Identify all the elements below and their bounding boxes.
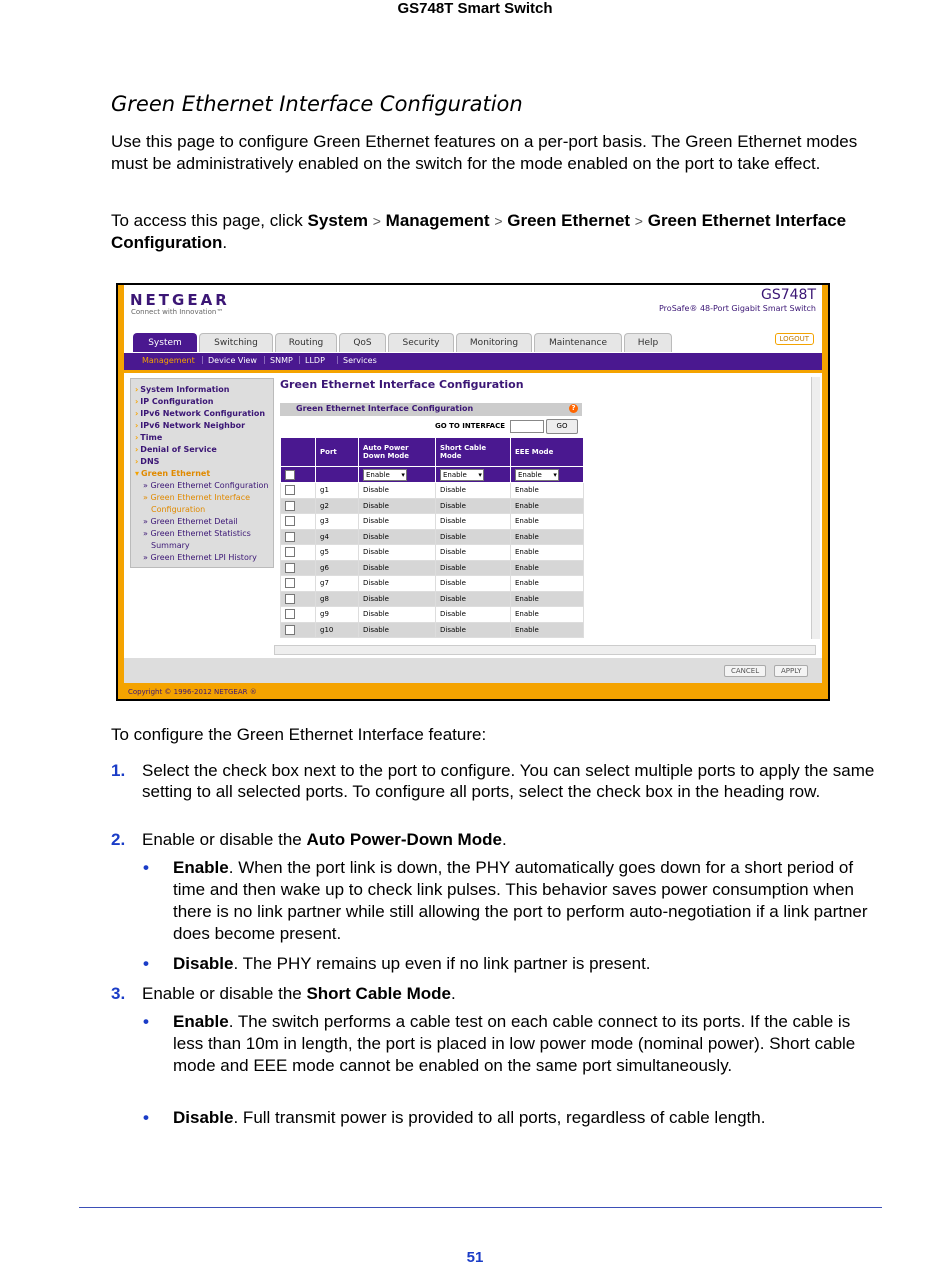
step-2: 2. Enable or disable the Auto Power-Down Mode. [111, 830, 507, 849]
step-3: 3. Enable or disable the Short Cable Mode. [111, 984, 456, 1003]
table-row[interactable] [281, 591, 584, 607]
leftnav-ip-configuration[interactable]: › IP Configuration [135, 397, 214, 406]
auto-power-down-cell: Disable [359, 622, 436, 638]
term-auto-power-down: Auto Power-Down Mode [306, 830, 502, 849]
short-cable-cell: Disable [436, 529, 511, 545]
apply-button[interactable]: APPLY [774, 665, 808, 677]
subnav-device-view[interactable]: Device View [208, 356, 257, 365]
auto-power-down-cell: Disable [359, 514, 436, 530]
arrow-icon: › [135, 409, 139, 418]
port-cell: g2 [316, 498, 359, 514]
path-management: Management [385, 211, 490, 230]
bulk-short-cable-select[interactable]: Enable ▾ [440, 469, 484, 481]
col-auto-power-down: Auto Power Down Mode [359, 438, 436, 467]
row-checkbox[interactable] [285, 485, 295, 495]
eee-mode-cell: Enable [511, 529, 584, 545]
auto-power-down-cell: Disable [359, 576, 436, 592]
leftnav-green-ethernet[interactable]: ▾ Green Ethernet [135, 469, 211, 478]
table-row[interactable] [281, 514, 584, 530]
procedure-intro: To configure the Green Ethernet Interface feature: [111, 725, 487, 744]
table-row[interactable] [281, 545, 584, 561]
eee-mode-cell: Enable [511, 483, 584, 499]
arrow-icon: › [135, 421, 139, 430]
bullet-icon: • [143, 954, 149, 973]
port-cell: g8 [316, 591, 359, 607]
step-number: 3. [111, 984, 126, 1003]
row-checkbox[interactable] [285, 594, 295, 604]
leftnav-denial-of-service[interactable]: › Denial of Service [135, 445, 217, 454]
leftnav-green-ethernet-statistics[interactable]: » Green Ethernet Statistics [143, 529, 251, 538]
row-checkbox[interactable] [285, 532, 295, 542]
leftnav-ipv6-network-neighbor[interactable]: › IPv6 Network Neighbor [135, 421, 246, 430]
subnav-snmp[interactable]: SNMP [270, 356, 293, 365]
row-checkbox[interactable] [285, 516, 295, 526]
action-bar [124, 658, 822, 683]
table-row[interactable] [281, 607, 584, 623]
leftnav-lpi-history[interactable]: » Green Ethernet LPI History [143, 553, 257, 562]
tab-system[interactable]: System [133, 333, 197, 352]
port-cell: g3 [316, 514, 359, 530]
leftnav-dns[interactable]: › DNS [135, 457, 160, 466]
row-checkbox[interactable] [285, 578, 295, 588]
col-select [281, 438, 316, 467]
sub-navigation [124, 353, 822, 370]
arrow-down-icon: ▾ [135, 469, 140, 478]
model-subtitle: ProSafe® 48-Port Gigabit Smart Switch [659, 304, 816, 313]
tab-security[interactable]: Security [388, 333, 454, 352]
help-icon[interactable]: ? [569, 404, 578, 413]
vertical-scrollbar[interactable] [811, 377, 820, 639]
short-cable-cell: Disable [436, 622, 511, 638]
leftnav-statistics-summary-cont[interactable]: Summary [151, 541, 190, 550]
arrow-icon: › [135, 445, 139, 454]
panel-header [280, 403, 582, 416]
eee-mode-cell: Enable [511, 576, 584, 592]
port-cell: g7 [316, 576, 359, 592]
step-number: 1. [111, 761, 126, 780]
copyright: Copyright © 1996-2012 NETGEAR ® [128, 688, 257, 696]
short-cable-cell: Disable [436, 607, 511, 623]
short-cable-cell: Disable [436, 576, 511, 592]
short-cable-cell: Disable [436, 514, 511, 530]
arrow-icon: › [135, 433, 139, 442]
col-short-cable: Short Cable Mode [436, 438, 511, 467]
path-sep: > [634, 213, 643, 229]
auto-power-down-cell: Disable [359, 545, 436, 561]
row-checkbox[interactable] [285, 501, 295, 511]
left-navigation [130, 378, 274, 568]
row-checkbox[interactable] [285, 563, 295, 573]
arrow-icon: › [135, 397, 139, 406]
bulk-edit-row [281, 467, 584, 483]
subnav-divider: | [263, 355, 266, 364]
port-cell: g1 [316, 483, 359, 499]
step-2-bullet-disable: • Disable. The PHY remains up even if no link partner is present. [143, 954, 651, 973]
eee-mode-cell: Enable [511, 622, 584, 638]
step-text: Select the check box next to the port to configure. You can select multiple ports to apply the same setting to all selected ports. To configure all ports, select the check box in the heading row. [142, 761, 875, 801]
subnav-divider: | [336, 355, 339, 364]
leftnav-interface-configuration-cont[interactable]: Configuration [151, 505, 206, 514]
bullet-icon: • [143, 1012, 149, 1031]
table-row[interactable] [281, 498, 584, 514]
port-cell: g5 [316, 545, 359, 561]
page-title: Green Ethernet Interface Configuration [280, 378, 524, 391]
model-name: GS748T [760, 287, 816, 303]
short-cable-cell: Disable [436, 545, 511, 561]
leftnav-system-information[interactable]: › System Information [135, 385, 230, 394]
table-row[interactable] [281, 560, 584, 576]
short-cable-cell: Disable [436, 498, 511, 514]
footer-rule [79, 1207, 882, 1208]
select-all-checkbox[interactable] [285, 470, 295, 480]
arrow-icon: › [135, 385, 139, 394]
leftnav-green-ethernet-detail[interactable]: » Green Ethernet Detail [143, 517, 238, 526]
term-short-cable-mode: Short Cable Mode [306, 984, 451, 1003]
step-3-bullet-enable: • Enable. The switch performs a cable test on each cable connect to its ports. If the cable is less than 10m in length, the port is placed in low power mode (nominal power). Short cable mode and EEE mode cannot be enabled on the same port simultaneously. [143, 1012, 856, 1075]
leftnav-time[interactable]: › Time [135, 433, 163, 442]
app-header [124, 285, 822, 333]
subnav-divider: | [201, 355, 204, 364]
tagline: Connect with Innovation™ [131, 308, 224, 316]
table-row[interactable] [281, 483, 584, 499]
col-port: Port [316, 438, 359, 467]
port-cell: g4 [316, 529, 359, 545]
auto-power-down-cell: Disable [359, 560, 436, 576]
auto-power-down-cell: Disable [359, 483, 436, 499]
tab-maintenance[interactable]: Maintenance [534, 333, 622, 352]
access-path-paragraph [111, 210, 881, 254]
ui-screenshot [116, 283, 830, 701]
subnav-divider: | [298, 355, 301, 364]
path-interface-config: Green Ethernet Interface Configuration [111, 211, 847, 252]
section-title: Green Ethernet Interface Configuration [111, 92, 523, 116]
auto-power-down-cell: Disable [359, 591, 436, 607]
eee-mode-cell: Enable [511, 591, 584, 607]
logout-button[interactable]: LOGOUT [775, 333, 815, 345]
content-area [124, 373, 822, 658]
auto-power-down-cell: Disable [359, 529, 436, 545]
page-number: 51 [466, 1249, 484, 1266]
bulk-auto-power-down-select[interactable]: Enable ▾ [363, 469, 407, 481]
access-suffix: . [222, 233, 228, 252]
goto-interface-label: GO TO INTERFACE [435, 422, 506, 430]
ports-table [280, 437, 584, 638]
cancel-button[interactable]: CANCEL [724, 665, 766, 677]
running-header: GS748T Smart Switch [397, 0, 553, 17]
leftnav-ipv6-network-configuration[interactable]: › IPv6 Network Configuration [135, 409, 266, 418]
go-button[interactable]: GO [546, 419, 578, 434]
main-tabs [124, 333, 822, 353]
bullet-icon: • [143, 858, 149, 877]
port-cell: g6 [316, 560, 359, 576]
leftnav-green-ethernet-interface[interactable]: » Green Ethernet Interface [143, 493, 251, 502]
col-eee-mode: EEE Mode [511, 438, 584, 467]
eee-mode-cell: Enable [511, 545, 584, 561]
horizontal-scrollbar[interactable] [274, 645, 816, 655]
tab-switching[interactable]: Switching [199, 333, 273, 352]
path-sep: > [494, 213, 503, 229]
table-row[interactable] [281, 529, 584, 545]
subnav-lldp[interactable]: LLDP [305, 356, 325, 365]
row-checkbox[interactable] [285, 547, 295, 557]
table-row[interactable] [281, 622, 584, 638]
tab-monitoring[interactable]: Monitoring [456, 333, 532, 352]
step-1 [111, 760, 881, 802]
short-cable-cell: Disable [436, 591, 511, 607]
row-checkbox[interactable] [285, 625, 295, 635]
short-cable-cell: Disable [436, 483, 511, 499]
auto-power-down-cell: Disable [359, 607, 436, 623]
panel-title: Green Ethernet Interface Configuration [296, 404, 474, 413]
tab-qos[interactable]: QoS [339, 333, 386, 352]
tab-help[interactable]: Help [624, 333, 672, 352]
port-cell: g10 [316, 622, 359, 638]
netgear-logo: NETGEAR [130, 291, 230, 309]
row-checkbox[interactable] [285, 609, 295, 619]
path-sep: > [372, 213, 381, 229]
eee-mode-cell: Enable [511, 514, 584, 530]
path-green-ethernet: Green Ethernet [507, 211, 631, 230]
leftnav-green-ethernet-configuration[interactable]: » Green Ethernet Configuration [143, 481, 269, 490]
short-cable-cell: Disable [436, 560, 511, 576]
auto-power-down-cell: Disable [359, 498, 436, 514]
step-3-bullet-disable: • Disable. Full transmit power is provided to all ports, regardless of cable length. [143, 1108, 766, 1127]
arrow-icon: › [135, 457, 139, 466]
intro-paragraph: Use this page to configure Green Ethernet features on a per-port basis. The Green Ethernet modes must be administratively enabled on the switch for the mode enabled on the port to take effect. [111, 132, 858, 173]
eee-mode-cell: Enable [511, 607, 584, 623]
tab-routing[interactable]: Routing [275, 333, 337, 352]
goto-interface-input[interactable] [510, 420, 544, 433]
bullet-icon: • [143, 1108, 149, 1127]
table-row[interactable] [281, 576, 584, 592]
port-cell: g9 [316, 607, 359, 623]
subnav-management[interactable]: Management [142, 356, 195, 365]
eee-mode-cell: Enable [511, 498, 584, 514]
step-2-bullet-enable: • Enable. When the port link is down, the PHY automatically goes down for a short period of time and then wake up to check link pulses. This behavior saves power consumption when there is no link partner while still allowing the port to perform auto-negotiation if a link partner does become present. [143, 858, 868, 943]
access-prefix: To access this page, click [111, 211, 308, 230]
eee-mode-cell: Enable [511, 560, 584, 576]
step-number: 2. [111, 830, 126, 849]
subnav-services[interactable]: Services [343, 356, 377, 365]
bulk-eee-mode-select[interactable]: Enable ▾ [515, 469, 559, 481]
path-system: System [307, 211, 369, 230]
